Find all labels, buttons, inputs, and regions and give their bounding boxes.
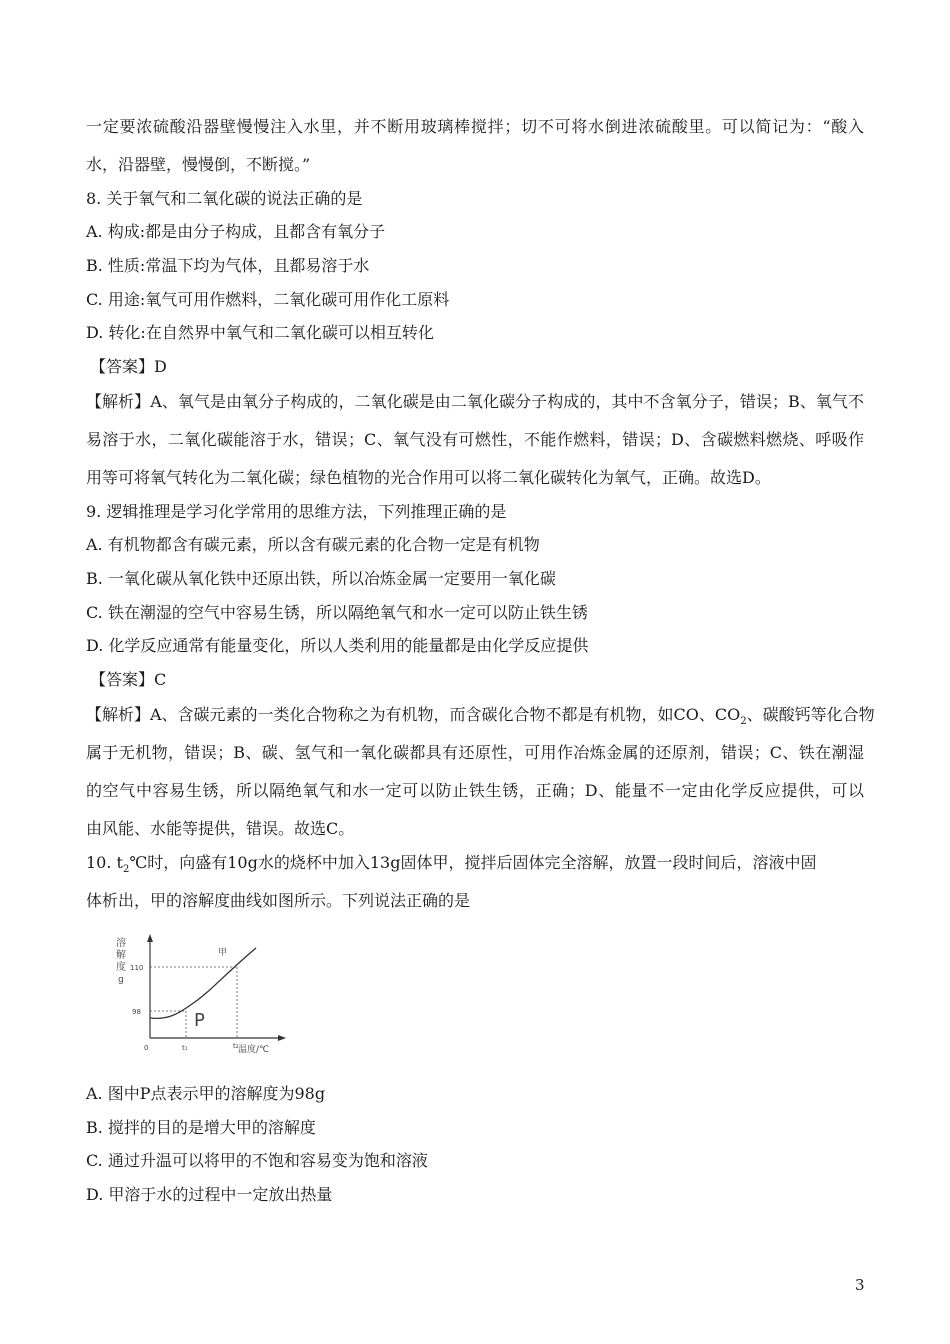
y-label-char-1: 溶 xyxy=(116,938,126,949)
y-label-char-2: 解 xyxy=(116,950,126,961)
solubility-curve-svg xyxy=(110,928,295,1053)
intro-line-1: 一定要浓硫酸沿器壁慢慢注入水里，并不断用玻璃棒搅拌；切不可将水倒进浓硫酸里。可以简记为：“酸入 xyxy=(86,117,864,136)
question-9-analysis-line-1-b: 、碳酸钙等化合物 xyxy=(746,705,875,724)
x-axis-label: 温度/℃ xyxy=(238,1045,270,1053)
question-9-analysis-line-2: 属于无机物，错误；B、碳、氢气和一氧化碳都具有还原性，可用作冶炼金属的还原剂，错误；C、铁在潮湿 xyxy=(86,743,864,762)
question-9-answer: 【答案】C xyxy=(90,670,167,689)
x-tick-t1: t₁ xyxy=(182,1044,188,1052)
question-9-option-a: A. 有机物都含有碳元素，所以含有碳元素的化合物一定是有机物 xyxy=(86,535,540,554)
y-axis-arrow xyxy=(147,934,153,942)
question-8-stem: 8. 关于氧气和二氧化碳的说法正确的是 xyxy=(86,189,363,208)
question-10-option-d: D. 甲溶于水的过程中一定放出热量 xyxy=(86,1185,333,1204)
question-9-analysis-line-3: 的空气中容易生锈，所以隔绝氧气和水一定可以防止铁生锈，正确；D、能量不一定由化学反应提供，可以 xyxy=(86,781,864,800)
question-8-analysis-line-2: 易溶于水，二氧化碳能溶于水，错误；C、氧气没有可燃性，不能作燃料，错误；D、含碳燃料燃烧、呼吸作 xyxy=(86,430,864,449)
page-number: 3 xyxy=(855,1276,865,1294)
question-8-analysis-line-1: 【解析】A、氧气是由氧分子构成的，二氧化碳是由二氧化碳分子构成的，其中不含氧分子，错误；B、氧气不 xyxy=(86,392,864,411)
solubility-curve-jia xyxy=(150,948,256,1018)
intro-line-2: 水，沿器壁，慢慢倒，不断搅。” xyxy=(86,155,311,174)
question-8-option-c: C. 用途:氧气可用作燃料，二氧化碳可用作化工原料 xyxy=(86,290,450,309)
co2-subscript: 2 xyxy=(740,716,747,728)
question-9-option-c: C. 铁在潮湿的空气中容易生锈，所以隔绝氧气和水一定可以防止铁生锈 xyxy=(86,603,588,622)
solubility-curve-figure xyxy=(110,928,295,1053)
question-9-option-b: B. 一氧化碳从氧化铁中还原出铁，所以冶炼金属一定要用一氧化碳 xyxy=(86,569,556,588)
y-label-char-3: 度 xyxy=(116,962,126,973)
t2-subscript: 2 xyxy=(122,864,130,876)
question-10-option-b: B. 搅拌的目的是增大甲的溶解度 xyxy=(86,1118,316,1137)
question-10-stem-line-1 xyxy=(86,852,816,881)
question-8-option-b: B. 性质:常温下均为气体，且都易溶于水 xyxy=(86,256,370,275)
question-10-option-a: A. 图中P点表示甲的溶解度为98g xyxy=(86,1084,326,1103)
question-8-option-d: D. 转化:在自然界中氧气和二氧化碳可以相互转化 xyxy=(86,323,434,342)
question-9-stem: 9. 逻辑推理是学习化学常用的思维方法，下列推理正确的是 xyxy=(86,502,507,521)
question-10-number: 10. t xyxy=(86,853,123,872)
question-10-option-c: C. 通过升温可以将甲的不饱和容易变为饱和溶液 xyxy=(86,1151,428,1170)
question-8-answer: 【答案】D xyxy=(90,357,167,376)
question-9-analysis-line-1 xyxy=(86,704,875,733)
question-10-stem-rest: ℃时，向盛有10g水的烧杯中加入13g固体甲，搅拌后固体完全溶解，放置一段时间后，溶液中固 xyxy=(129,853,817,872)
point-label-p: P xyxy=(194,1010,205,1031)
x-axis-arrow xyxy=(278,1035,286,1041)
question-9-option-d: D. 化学反应通常有能量变化，所以人类利用的能量都是由化学反应提供 xyxy=(86,636,589,655)
x-tick-t2: t₂ xyxy=(233,1042,239,1050)
question-9-analysis-line-1-a: 【解析】A、含碳元素的一类化合物称之为有机物，而含碳化合物不都是有机物，如CO、CO xyxy=(86,705,741,724)
curve-label-jia: 甲 xyxy=(218,948,228,958)
x-origin-label: 0 xyxy=(144,1044,149,1052)
y-tick-110: 110 xyxy=(130,964,144,972)
question-8-option-a: A. 构成:都是由分子构成，且都含有氧分子 xyxy=(86,222,386,241)
y-tick-98: 98 xyxy=(132,1008,141,1016)
question-9-analysis-line-4: 由风能、水能等提供，错误。故选C。 xyxy=(86,819,355,838)
question-8-analysis-line-3: 用等可将氧气转化为二氧化碳；绿色植物的光合作用可以将二氧化碳转化为氧气，正确。故选D。 xyxy=(86,468,771,487)
question-10-stem-line-2: 体析出，甲的溶解度曲线如图所示。下列说法正确的是 xyxy=(86,891,471,910)
y-label-char-4: g xyxy=(118,975,124,985)
